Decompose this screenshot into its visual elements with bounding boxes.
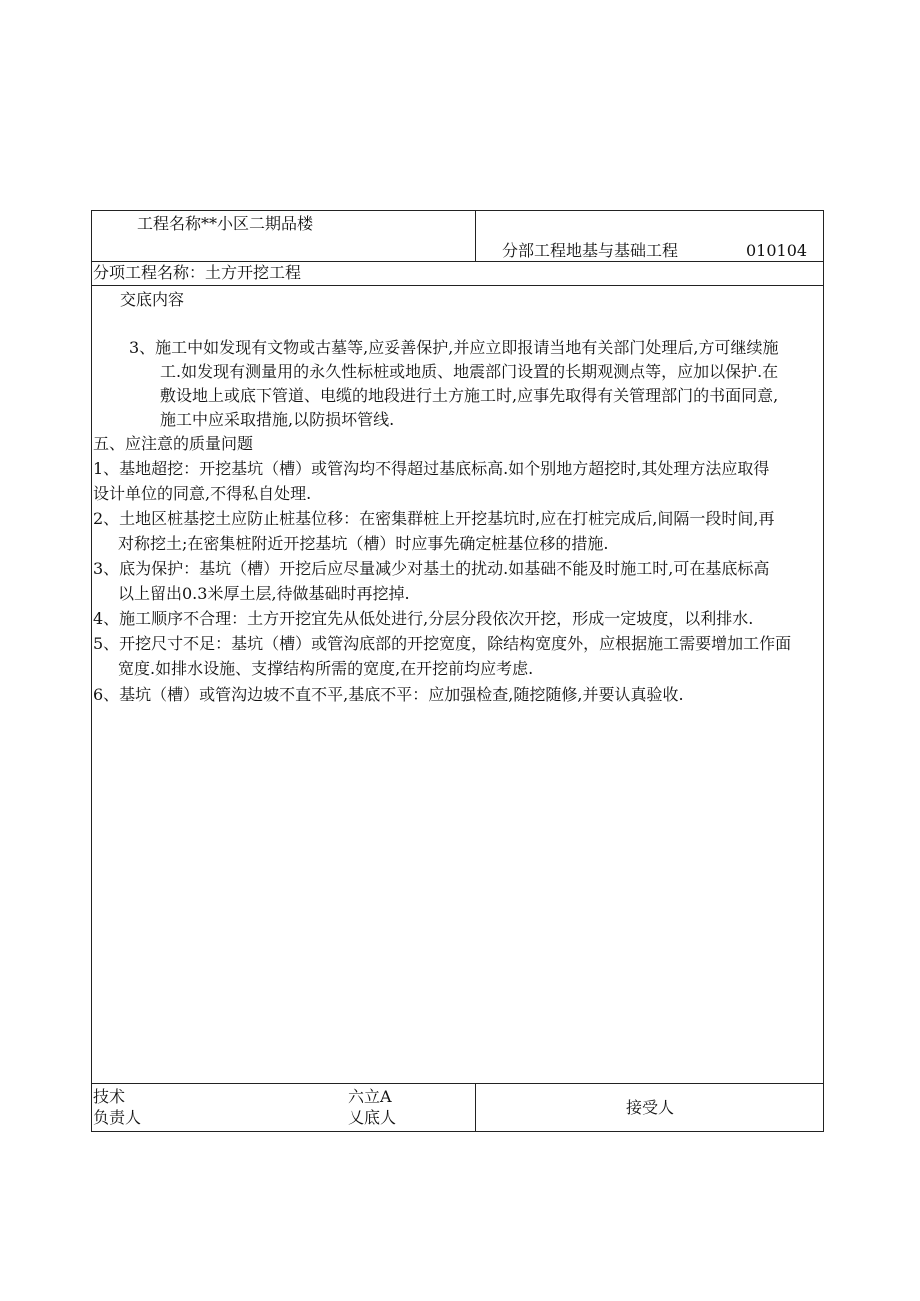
issue-6-line-1: 6、基坑（槽）或管沟边坡不直不平,基底不平：应加强检查,随挖随修,并要认真验收. (93, 685, 684, 704)
division-code: 010104 (746, 241, 808, 260)
disclosure-form (91, 210, 824, 1132)
item3-line-2: 工.如发现有测量用的永久性标桩或地质、地震部门设置的长期观测点等，应加以保护.在 (160, 362, 779, 381)
handover-label-line-1: 六立A (348, 1087, 392, 1106)
subitem-name: 分项工程名称：土方开挖工程 (93, 263, 302, 282)
tech-label-line-2: 负责人 (93, 1108, 142, 1127)
handover-label-line-2: 乂底人 (348, 1108, 397, 1127)
footer-column-divider (475, 1083, 476, 1131)
issue-4-line-1: 4、施工顺序不合理：土方开挖宜先从低处进行,分层分段依次开挖，形成一定坡度，以利排水. (93, 609, 754, 628)
issue-5-line-2: 宽度.如排水设施、支撑结构所需的宽度,在开挖前均应考虑. (118, 659, 534, 678)
header-column-divider (475, 211, 476, 261)
tech-label-line-1: 技术 (93, 1087, 126, 1106)
issue-3-line-2: 以上留出0.3米厚土层,待做基础时再挖掉. (118, 584, 410, 603)
issue-1-line-1: 1、基地超挖：开挖基坑（槽）或管沟均不得超过基底标高.如个别地方超挖时,其处理方法应取得 (93, 459, 770, 478)
receiver-label: 接受人 (626, 1098, 675, 1117)
division-project: 分部工程地基与基础工程 (502, 241, 679, 260)
issue-3-line-1: 3、底为保护：基坑（槽）开挖后应尽量减少对基土的扰动.如基础不能及时施工时,可在基底标高 (93, 559, 770, 578)
issue-2-line-1: 2、土地区桩基挖土应防止桩基位移：在密集群桩上开挖基坑时,应在打桩完成后,间隔一段时间,再 (93, 509, 775, 528)
issue-1-line-2: 设计单位的同意,不得私自处理. (93, 484, 312, 503)
issue-5-line-1: 5、开挖尺寸不足：基坑（槽）或管沟底部的开挖宽度，除结构宽度外，应根据施工需要增加工作面 (93, 634, 792, 653)
item3-line-4: 施工中应采取措施,以防损坏管线. (160, 410, 395, 429)
content-heading: 交底内容 (120, 290, 185, 309)
row-divider-header (92, 261, 823, 262)
section5-title: 五、应注意的质量问题 (93, 434, 254, 453)
issue-2-line-2: 对称挖土;在密集桩附近开挖基坑（槽）时应事先确定桩基位移的措施. (118, 534, 609, 553)
project-name: 工程名称**小区二期品楼 (137, 214, 314, 233)
row-divider-subitem (92, 285, 823, 286)
item3-line-3: 敷设地上或底下管道、电缆的地段进行土方施工时,应事先取得有关管理部门的书面同意, (160, 386, 779, 405)
item3-line-1: 3、施工中如发现有文物或古墓等,应妥善保护,并应立即报请当地有关部门处理后,方可继续施 (129, 338, 779, 357)
row-divider-footer (92, 1083, 823, 1084)
